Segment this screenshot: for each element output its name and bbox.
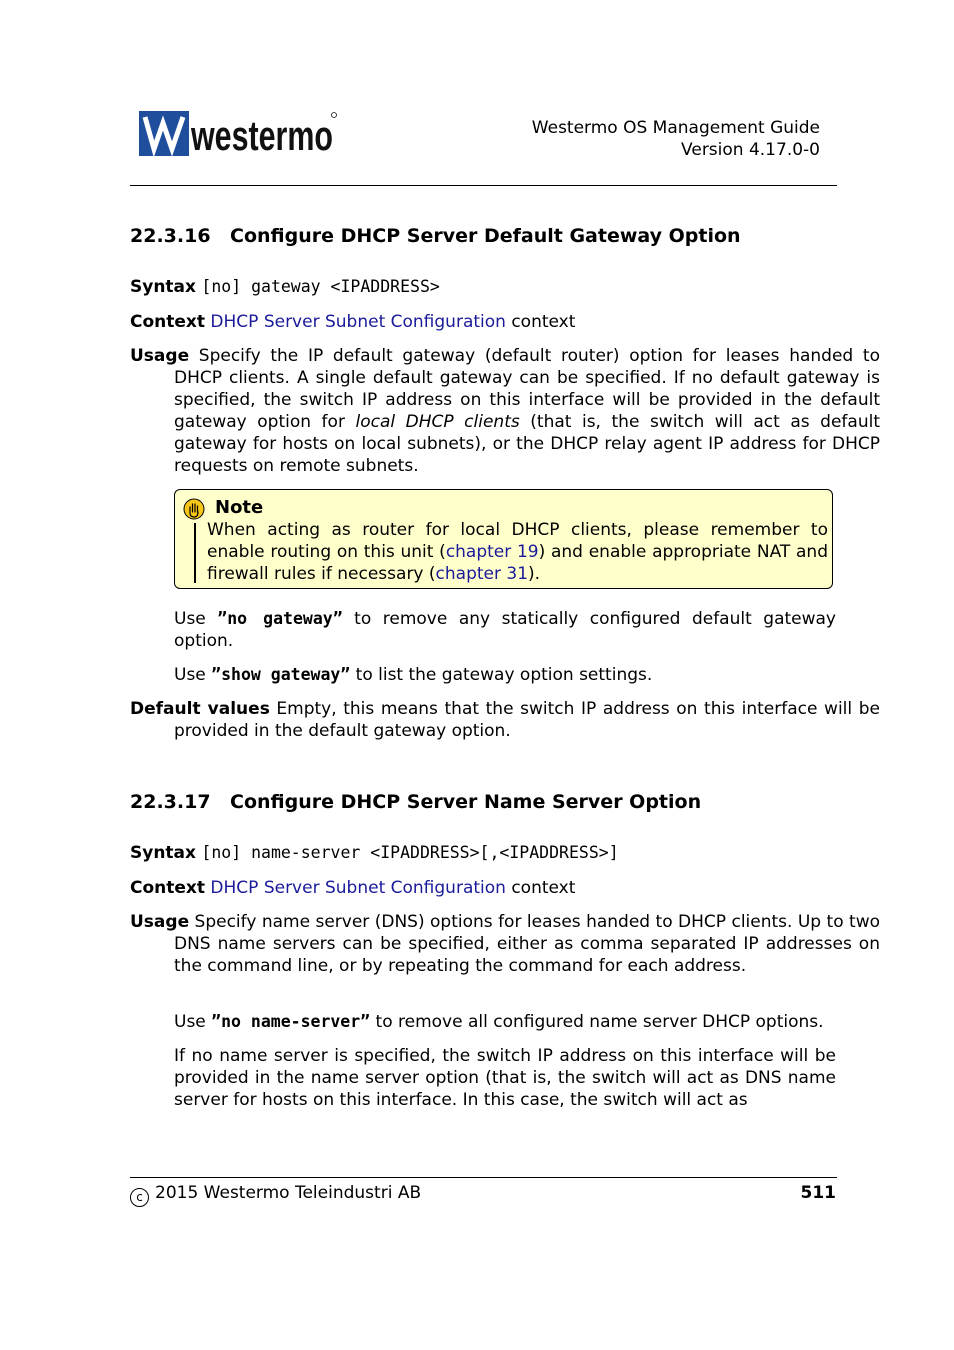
- no-name-server-command: ”no name-server”: [211, 1012, 371, 1031]
- guide-version: Version 4.17.0-0: [681, 140, 820, 160]
- default-values-paragraph: [130, 698, 880, 742]
- usage-italic: local DHCP clients: [355, 412, 520, 432]
- name-server-default-paragraph: If no name server is specified, the switch IP address on this interface will be provided in the name server option (that is, the switch will act as DNS name server for hosts on this interface. In this case, the switch will act as: [174, 1046, 836, 1110]
- header-info: [532, 117, 820, 161]
- section-number: 22.3.17: [130, 791, 211, 813]
- copyright-text: 2015 Westermo Teleindustri AB: [155, 1183, 422, 1203]
- syntax-line: [130, 276, 836, 298]
- section-number: 22.3.16: [130, 225, 211, 247]
- show-gateway-paragraph: [174, 664, 836, 686]
- use-prefix: Use: [174, 665, 212, 685]
- default-values-text: Empty, this means that the switch IP address on this interface will be provided in the default gateway option.: [174, 699, 880, 741]
- chapter-31-link[interactable]: chapter 31: [435, 564, 529, 584]
- section-heading-name-server: [130, 790, 701, 814]
- copyright-icon: c: [130, 1188, 149, 1207]
- usage-text: Specify name server (DNS) options for leases handed to DHCP clients. Up to two DNS name servers can be specified, either as comma separated IP addresses on the command line, or by repeating the command for each address.: [174, 912, 880, 976]
- guide-title: Westermo OS Management Guide: [531, 118, 820, 138]
- usage-paragraph: [130, 911, 880, 977]
- use-prefix: Use: [174, 609, 218, 629]
- context-suffix: context: [505, 878, 576, 898]
- syntax-command: [no] name-server <IPADDRESS>[,<IPADDRESS>]: [201, 843, 619, 862]
- show-gateway-command: ”show gateway”: [211, 665, 351, 684]
- note-text: [207, 519, 828, 585]
- page-number: 511: [800, 1183, 836, 1203]
- note-text-2: ) and enable appropriate NAT and firewall rules if necessary (: [207, 542, 828, 584]
- context-line: [130, 311, 836, 333]
- warning-hand-icon: [183, 498, 205, 520]
- no-gateway-paragraph: [174, 608, 836, 652]
- usage-text: Specify the IP default gateway (default router) option for leases handed to DHCP clients. A single default gateway can be specified. If no default gateway is specified, the switch IP address on this interface will be provided in the default gateway option for: [174, 346, 880, 432]
- note-side-bar: [194, 523, 196, 583]
- use-suffix: to remove any statically configured default gateway option.: [174, 609, 836, 651]
- use-prefix: Use: [174, 1012, 212, 1032]
- syntax-line: [130, 842, 836, 864]
- section-title: Configure DHCP Server Default Gateway Option: [230, 225, 741, 247]
- context-suffix: context: [505, 312, 576, 332]
- syntax-command: [no] gateway <IPADDRESS>: [201, 277, 440, 296]
- context-link[interactable]: DHCP Server Subnet Configuration: [210, 312, 506, 332]
- note-box: [174, 489, 833, 589]
- usage-label: Usage: [130, 912, 190, 932]
- note-text-3: ).: [528, 564, 541, 584]
- context-line: [130, 877, 836, 899]
- note-text-1: When acting as router for local DHCP clients, please remember to enable routing on this unit (: [207, 520, 828, 562]
- default-values-label: Default values: [130, 699, 270, 719]
- logo-wordmark: westermo: [190, 112, 333, 159]
- syntax-label: Syntax: [130, 277, 196, 297]
- footer-copyright: [130, 1182, 421, 1207]
- syntax-label: Syntax: [130, 843, 196, 863]
- context-label: Context: [130, 878, 206, 898]
- use-suffix: to remove all configured name server DHCP options.: [370, 1012, 824, 1032]
- usage-label: Usage: [130, 346, 190, 366]
- section-heading-gateway: [130, 224, 741, 248]
- use-suffix: to list the gateway option settings.: [350, 665, 653, 685]
- context-label: Context: [130, 312, 206, 332]
- no-gateway-command: ”no gateway”: [217, 609, 343, 628]
- usage-text-end: (that is, the switch will act as default gateway for hosts on local subnets), or the DHCP relay agent IP address for DHCP requests on remote subnets.: [174, 412, 880, 476]
- footer-divider: [130, 1177, 837, 1178]
- usage-paragraph: [130, 345, 880, 477]
- section-title: Configure DHCP Server Name Server Option: [230, 791, 702, 813]
- chapter-19-link[interactable]: chapter 19: [445, 542, 539, 562]
- context-link[interactable]: DHCP Server Subnet Configuration: [210, 878, 506, 898]
- header-divider: [130, 185, 837, 186]
- note-title: Note: [215, 497, 264, 518]
- westermo-logo: [139, 109, 339, 157]
- no-name-server-paragraph: [174, 1011, 836, 1033]
